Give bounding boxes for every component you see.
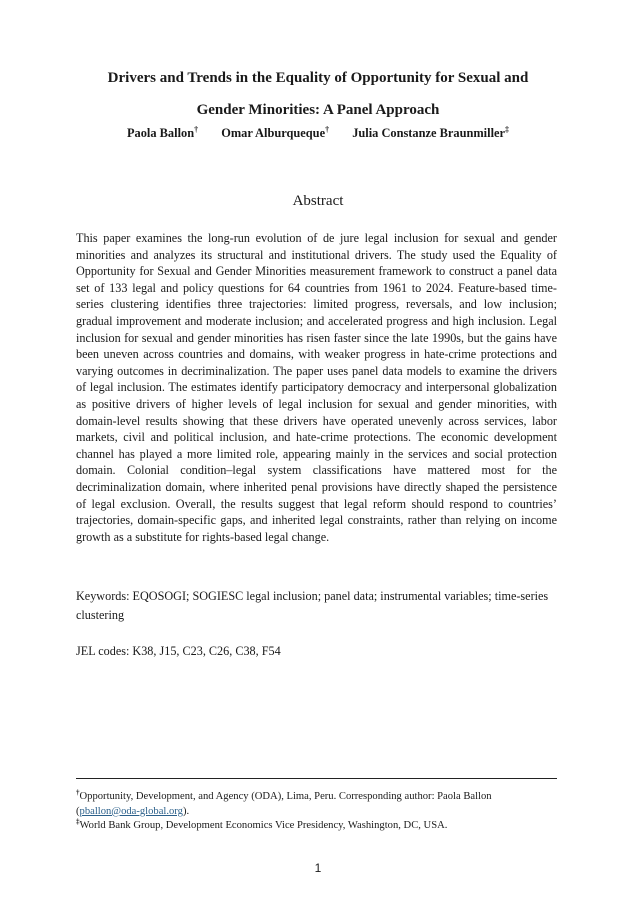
footnote-mark: † (76, 788, 80, 797)
affiliation-mark: † (194, 124, 199, 134)
author-name: Paola Ballon (126, 126, 195, 140)
abstract-heading: Abstract (292, 193, 344, 209)
author-name: Julia Constanze Braunmiller (352, 126, 506, 140)
jel-codes: JEL codes: K38, J15, C23, C26, C38, F54 (76, 644, 281, 658)
footnote-divider (76, 778, 557, 779)
affiliation-mark: ‡ (505, 124, 510, 134)
affiliation-mark: † (325, 124, 330, 134)
abstract-body: This paper examines the long-run evolution of de jure legal inclusion for sexual and gender minorities and analyzes its structural and institutional drivers. The study used the Equality of Opportunity for Sexual and Gender Minorities measurement framework to construct a panel data set of 133 legal and policy questions for 64 countries from 1961 to 2024. Feature-based time-series clustering identifies three trajectories: limited progress, reversals, and low inclusion; gradual improvement and moderate inclusion; and accelerated progress and high inclusion. Legal inclusion for sexual and gender minorities has risen faster since the late 1990s, but the gains have been uneven across countries and domains, with weaker progress in hate-crime protections and varying outcomes in decriminalization. The paper uses panel data models to examine the drivers of legal inclusion. The estimates identify participatory democracy and interpersonal globalization as positive drivers of higher levels of legal inclusion for sexual and gender minorities, with domain-level results showing that these drivers have operated unevenly across services, labor markets, civil and political inclusion, and hate-crime protections. The economic development channel has played a more limited role, appearing mainly in the services and social protection domain. Colonial condition–legal system classifications have mattered most for the decriminalization domain, where inherited penal provisions have directly shaped the persistence of legal exclusion. Overall, the results suggest that legal reform should respond to countries’ trajectories, domain-specific gaps, and inherited legal constraints, rather than relying on income growth as a substitute for rights-based legal change. (76, 231, 557, 544)
footnote-text: Opportunity, Development, and Agency (ODA), Lima, Peru. Corresponding author: Paola Ballon (79, 791, 492, 802)
title-line-2: Gender Minorities: A Panel Approach (196, 102, 440, 118)
footnote-text: World Bank Group, Development Economics Vice Presidency, Washington, DC, USA. (79, 820, 448, 832)
page-number: 1 (314, 861, 322, 875)
footnote-affiliation-2 (76, 819, 557, 834)
footnote-mark: ‡ (76, 817, 80, 826)
author (352, 126, 509, 140)
footnote-affiliation-1 (76, 790, 557, 819)
author (221, 126, 329, 140)
footnote-paren: ). (182, 805, 190, 817)
author-name: Omar Alburqueque (221, 126, 326, 140)
keywords: Keywords: EQOSOGI; SOGIESC legal inclusion; panel data; instrumental variables; time-series clustering (76, 589, 549, 622)
paper-title (60, 62, 576, 126)
footnote-paren: ( (76, 805, 80, 817)
author-list (60, 126, 576, 141)
title-line-1: Drivers and Trends in the Equality of Opportunity for Sexual and (107, 70, 529, 86)
author (127, 126, 198, 140)
email-link[interactable]: pballon@oda-global.org (79, 805, 183, 817)
footnotes (76, 790, 557, 834)
